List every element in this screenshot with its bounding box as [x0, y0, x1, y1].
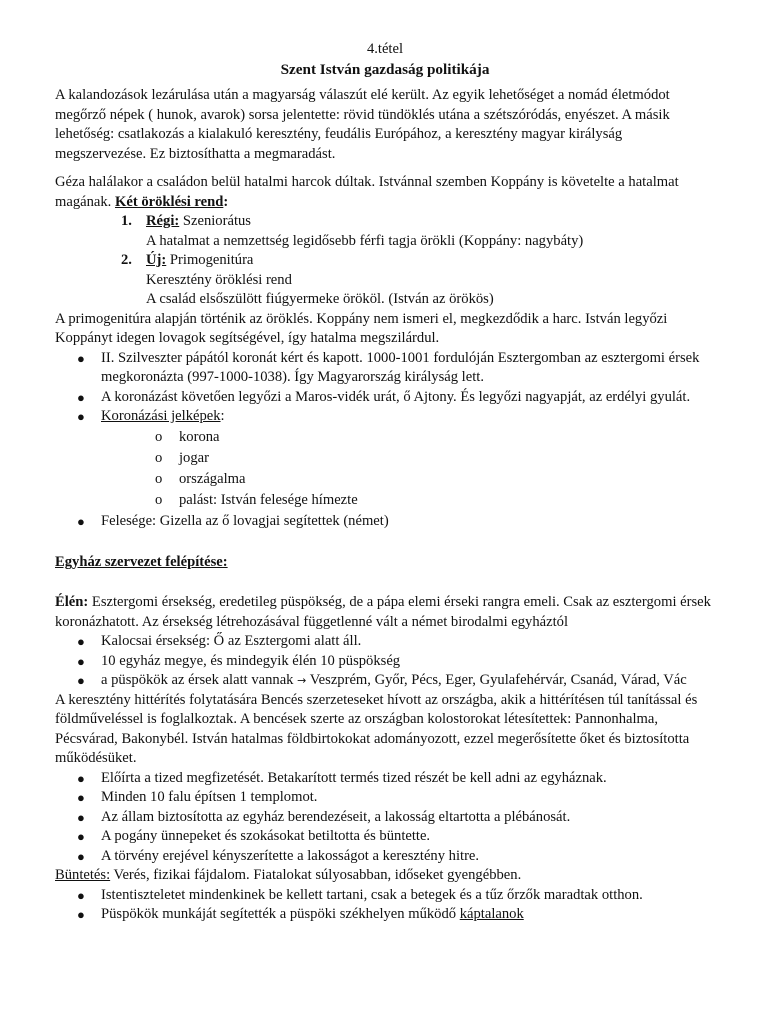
rule-line: Keresztény öröklési rend: [146, 271, 292, 288]
doc-title: Szent István gazdaság politikája: [280, 60, 490, 78]
church-measures-list: [55, 769, 715, 867]
symbols-sublist: [101, 428, 715, 511]
sub-list-item: [155, 449, 715, 469]
list-item-text: Előírta a tized megfizetését. Betakarított termés tized részét be kell adni az egyháznak.: [101, 769, 607, 786]
rule-name: Szeniorátus: [179, 213, 251, 229]
sub-item-text: palást: István felesége hímezte: [179, 492, 358, 508]
list-item: [77, 652, 715, 672]
elen-label: Élén:: [55, 594, 89, 610]
list-item-text: Minden 10 falu építsen 1 templomot.: [101, 789, 318, 805]
punishment-paragraph: [55, 866, 715, 886]
rule-label: Régi:: [146, 213, 180, 229]
list-item: [77, 407, 715, 511]
sub-item-text: országalma: [179, 471, 246, 487]
elen-paragraph: [55, 593, 715, 632]
document-page: [55, 40, 715, 925]
circle-bullet-icon: o: [155, 429, 163, 445]
bullet-icon: ●: [77, 887, 85, 903]
rule-name: Primogenitúra: [166, 252, 254, 268]
bullet-icon: ●: [77, 848, 85, 864]
circle-bullet-icon: o: [155, 471, 163, 487]
list-item: [77, 847, 715, 867]
church-structure-list: [55, 632, 715, 691]
list-item: [77, 671, 715, 691]
list-item: [77, 349, 715, 388]
bullet-icon: ●: [77, 389, 85, 405]
punishment-text: Verés, fizikai fájdalom. Fiatalokat súlyosabban, időseket gyengébben.: [110, 867, 522, 883]
intro-paragraph: A kalandozások lezárulása után a magyarság válaszút elé került. Az egyik lehetőséget a nomád életmódot megőrző népek ( hunok, avarok) sorsa jelentette: rövid tündöklés utána a szétszóródás, enyészet. A másik lehetőség: csatlakozás a kialakuló keresztény, feudális Európához, a keresztény magyar királyság megszervezése. Ez biztosíthatta a megmaradást.: [55, 87, 670, 162]
list-item-text: II. Szilveszter pápától koronát kért és kapott. 1000-1001 fordulóján Esztergomban az esztergomi érsek megkoronázta (997-1000-1038). Így Magyarország királyság lett.: [101, 349, 700, 385]
rule-old: [121, 212, 715, 251]
rule-new: [121, 251, 715, 310]
bullet-icon: ●: [77, 409, 85, 424]
spacer: [55, 572, 715, 593]
worship-list: [55, 886, 715, 925]
list-item-text: Az állam biztosította az egyház berendezéseit, a lakosság eltartotta a plébánosát.: [101, 808, 571, 825]
succession-heading: Két öröklési rend: [114, 193, 224, 210]
punishment-label: Büntetés:: [55, 867, 111, 883]
geza-paragraph: [55, 173, 715, 212]
sub-item-text: jogar: [179, 450, 209, 466]
church-heading: [55, 553, 715, 573]
rule-number: 1.: [121, 213, 132, 229]
rule-line: A hatalmat a nemzettség legidősebb férfi tagja örökli (Koppány: nagybáty): [146, 232, 584, 249]
bullet-icon: ●: [77, 514, 85, 529]
coronation-symbols-label: Koronázási jelképek: [101, 408, 221, 424]
bullet-icon: ●: [77, 809, 85, 825]
succession-list: [55, 212, 715, 310]
bullet-icon: ●: [77, 673, 85, 688]
rule-line: A család elsőszülött fiúgyermeke örököl. (István az örökös): [146, 291, 494, 307]
list-item-text: Istentiszteletet mindenkinek be kellett tartani, csak a betegek és a tűz őrzők maradtak otthon.: [101, 886, 643, 903]
list-item-text: Kalocsai érsekség: Ő az Esztergomi alatt áll.: [101, 633, 362, 649]
bullet-icon: ●: [77, 350, 85, 366]
succession-colon: :: [223, 193, 229, 210]
bullet-icon: ●: [77, 829, 85, 844]
list-item-text: A pogány ünnepeket és szokásokat betiltotta és büntette.: [101, 828, 431, 844]
list-item: [77, 905, 715, 925]
bullet-icon: ●: [77, 634, 85, 649]
church-heading-text: Egyház szervezet felépítése:: [55, 553, 228, 570]
colon: :: [220, 408, 225, 424]
list-item: [77, 827, 715, 847]
list-item: [77, 886, 715, 906]
list-item-text: a püspökök az érsek alatt vannak: [101, 672, 298, 688]
circle-bullet-icon: o: [155, 450, 163, 466]
elen-text: Esztergomi érsekség, eredetileg püspökség, de a pápa elemi érseki rangra emeli. Csak az esztergomi érsek koronázhatott. Az érsekség létrehozásával függetlenné vált a német birodalmi egyháztól: [55, 594, 711, 630]
doc-number: 4.tétel: [366, 41, 404, 57]
spacer: [55, 532, 715, 553]
sub-list-item: [155, 470, 715, 490]
right-arrow-icon: →: [297, 674, 307, 687]
list-item-text: Püspökök munkáját segítették a püspöki székhelyen működő: [101, 906, 460, 922]
list-item-text: Felesége: Gizella az ő lovagjai segítettek (német): [101, 513, 389, 529]
rule-label: Új:: [146, 252, 167, 268]
list-item: [77, 788, 715, 808]
bullet-icon: ●: [77, 653, 85, 669]
list-item-text: Veszprém, Győr, Pécs, Eger, Gyulafehérvár, Csanád, Várad, Vác: [306, 672, 687, 688]
rule-number: 2.: [121, 252, 132, 268]
bullet-icon: ●: [77, 907, 85, 922]
list-item: [77, 388, 715, 408]
list-item: [77, 769, 715, 789]
kaptalanok-term: káptalanok: [459, 906, 524, 922]
list-item-text: A koronázást követően legyőzi a Maros-vidék urát, ő Ajtony. És legyőzi nagyapját, az erdélyi gyulát.: [101, 388, 691, 405]
list-item-text: 10 egyház megye, és mindegyik élén 10 püspökség: [101, 652, 401, 669]
bences-paragraph: A keresztény hittérítés folytatására Bencés szerzeteseket hívott az országba, akik a hittérítésen túl tanítással és földműveléssel is foglalkoztak. A bencések szerte az országban kolostorokat létesítettek: Pannonhalma, Pécsvárad, Bakonybél. István hatalmas földbirtokokat adományozott, ezzel megerősítette őket és biztosította működésüket.: [55, 691, 698, 766]
list-item: [77, 512, 715, 532]
circle-bullet-icon: o: [155, 492, 163, 508]
bullet-icon: ●: [77, 790, 85, 805]
list-item-text: A törvény erejével kényszerítette a lakosságot a keresztény hitre.: [101, 847, 480, 864]
sub-list-item: [155, 491, 715, 511]
geza-text: Géza halálakor a családon belül hatalmi harcok dúltak. Istvánnal szemben Koppány is követelte a hatalmat magának.: [55, 174, 679, 210]
bullet-icon: ●: [77, 770, 85, 786]
coronation-list: [55, 349, 715, 532]
primogenitura-paragraph: A primogenitúra alapján történik az öröklés. Koppány nem ismeri el, megkezdődik a harc. István legyőzi Koppányt idegen lovagok segítségével, így hatalma megszilárdul.: [55, 310, 668, 346]
list-item: [77, 632, 715, 652]
list-item: [77, 808, 715, 828]
sub-item-text: korona: [179, 429, 220, 445]
sub-list-item: [155, 428, 715, 448]
